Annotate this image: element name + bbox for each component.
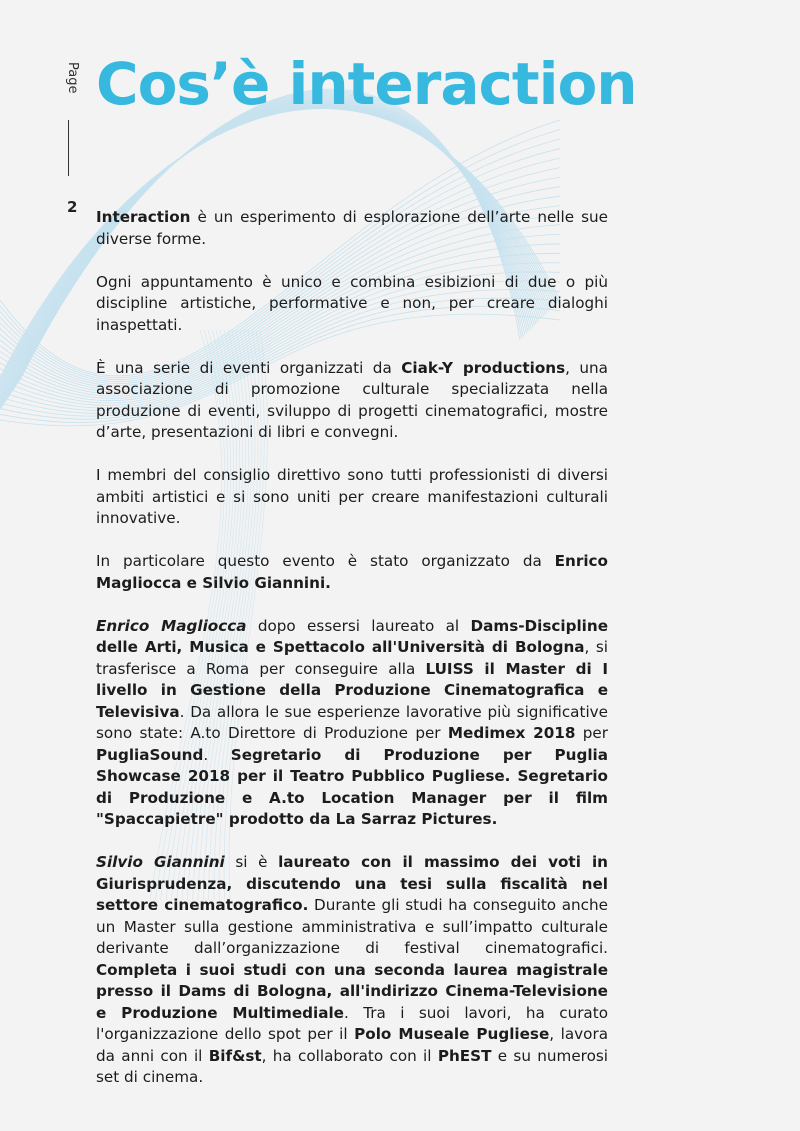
text: . Da allora le sue esperienze lavorative più significative sono state: A.to Direttore di Produzione per: [96, 702, 608, 742]
text: .: [203, 745, 231, 764]
text: . Tra i suoi lavori, ha curato l'organizzazione dello spot per il: [96, 1003, 608, 1043]
text: , ha collaborato con il: [261, 1046, 438, 1065]
page-title: Cos’è interaction: [96, 50, 637, 118]
bold: Segretario di Produzione per Puglia Showcase 2018 per il Teatro Pubblico Pugliese. Segretario di Produzione e A.to Location Manager per il film "Spaccapietre" prodotto da La Sarraz Pictures.: [96, 745, 609, 828]
page-label: Page: [65, 62, 80, 94]
paragraph-members: [96, 465, 608, 530]
text: è un esperimento di esplorazione dell’arte nelle sue diverse forme.: [96, 208, 608, 248]
text: per: [575, 724, 608, 742]
text: , si trasferisce a Roma per conseguire alla: [96, 638, 608, 678]
bold: PugliaSound: [96, 745, 204, 764]
bold-names: Enrico Magliocca e Silvio Giannini.: [96, 552, 608, 592]
bold: Dams-Discipline delle Arti, Musica e Spettacolo all'Università di Bologna: [96, 616, 608, 656]
paragraph-intro: [96, 207, 608, 250]
paragraph-silvio-bio: [96, 852, 608, 1089]
text: si è: [224, 853, 279, 871]
paragraph-enrico-bio: [96, 616, 608, 831]
page-divider: [68, 120, 69, 176]
bold-ciak-y: Ciak-Y productions: [401, 358, 566, 377]
text: dopo essersi laureato al: [246, 616, 471, 635]
bold: LUISS il Master di I livello in Gestione della Produzione Cinematografica e Televisiva: [96, 659, 608, 721]
paragraph-organizer: [96, 358, 608, 444]
name-enrico: Enrico Magliocca: [96, 616, 247, 635]
text: , lavora da anni con il: [96, 1025, 609, 1065]
bold-interaction: Interaction: [96, 208, 191, 226]
name-silvio: Silvio Giannini: [96, 853, 225, 871]
text: Durante gli studi ha conseguito anche un Master sulla gestione amministrativa e sull’impatto culturale derivante dall’organizzazione di festival cinematografici.: [96, 896, 608, 957]
bold: Medimex 2018: [447, 724, 576, 742]
bold: PhEST: [437, 1046, 492, 1065]
text: Ogni appuntamento è unico e combina esibizioni di due o più discipline artistiche, performative e non, per creare dialoghi inaspettati.: [96, 272, 608, 334]
text: In particolare questo evento è stato organizzato da: [96, 552, 555, 570]
article-body: [96, 207, 608, 1110]
text: e su numerosi set di cinema.: [96, 1046, 608, 1086]
bold: Bif&st: [208, 1046, 262, 1065]
bold: laureato con il massimo dei voti in Giurisprudenza, discutendo una tesi sulla fiscalità nel settore cinematografico.: [96, 853, 608, 914]
text: , una associazione di promozione culturale specializzata nella produzione di eventi, sviluppo di progetti cinematografici, mostre d’arte, presentazioni di libri e convegni.: [96, 358, 608, 441]
bold: Completa i suoi studi con una seconda laurea magistrale presso il Dams di Bologna, all'indirizzo Cinema-Televisione e Produzione Multimediale: [96, 960, 608, 1022]
paragraph-event-organizers: [96, 551, 608, 594]
page-number: 2: [67, 198, 78, 216]
text: I membri del consiglio direttivo sono tutti professionisti di diversi ambiti artistici e si sono uniti per creare manifestazioni culturali innovative.: [96, 466, 608, 527]
paragraph-appointments: [96, 272, 608, 337]
bold: Polo Museale Pugliese: [354, 1025, 550, 1043]
text: È una serie di eventi organizzati da: [96, 358, 402, 377]
